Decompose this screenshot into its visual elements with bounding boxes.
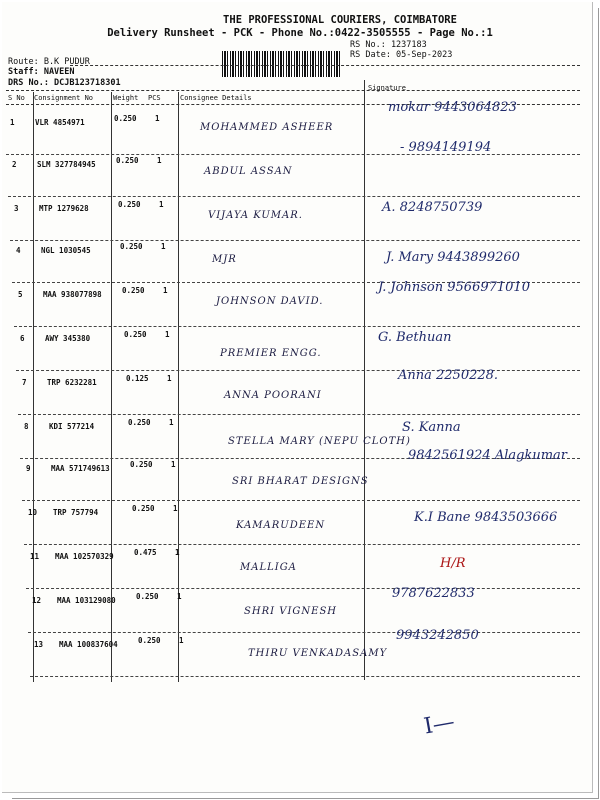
row-weight: 0.250: [118, 200, 141, 209]
row-consignment-no: TRP 757794: [53, 508, 99, 517]
row-consignment-no: TRP 6232281: [47, 378, 97, 387]
row-pcs: 1: [161, 242, 166, 251]
col-weight: Weight: [113, 94, 139, 102]
row-weight: 0.250: [136, 592, 159, 601]
table-top-border: [6, 90, 580, 91]
row-consignee-name: SHRI VIGNESH: [244, 606, 338, 617]
row-sno: 6: [20, 334, 25, 343]
row-divider: [10, 240, 580, 241]
row-weight: 0.250: [116, 156, 139, 165]
row-consignee-name: VIJAYA KUMAR.: [208, 210, 303, 221]
row-pcs: 1: [155, 114, 160, 123]
row-consignee-name: SRI BHARAT DESIGNS: [232, 476, 369, 487]
company-title: THE PROFESSIONAL COURIERS, COIMBATORE: [223, 14, 457, 26]
row-consignee-name: STELLA MARY (NEPU CLOTH): [228, 436, 411, 447]
row-pcs: 1: [163, 286, 168, 295]
drs-number: DRS No.: DCJB123718301: [8, 78, 121, 88]
row-weight: 0.250: [130, 460, 153, 469]
row-signature: A. 8248750739: [382, 200, 483, 215]
row-pcs: 1: [179, 636, 184, 645]
row-sno: 11: [30, 552, 40, 561]
row-sno: 7: [22, 378, 27, 387]
row-consignee-name: MOHAMMED ASHEER: [200, 122, 334, 133]
col-signature: Signature: [368, 84, 406, 92]
row-sno: 1: [10, 118, 15, 127]
row-sno: 5: [18, 290, 23, 299]
row-pcs: 1: [167, 374, 172, 383]
row-sno: 8: [24, 422, 29, 431]
col-consignment: Consignment No: [34, 94, 94, 102]
rs-number: RS No.: 1237183: [350, 40, 427, 50]
row-weight: 0.125: [126, 374, 149, 383]
row-pcs: 1: [175, 548, 180, 557]
row-signature: S. Kanna: [402, 420, 461, 435]
row-weight: 0.250: [132, 504, 155, 513]
row-signature: J. Mary 9443899260: [386, 250, 520, 265]
row-consignment-no: KDI 577214: [49, 422, 95, 431]
row-sno: 9: [26, 464, 31, 473]
runsheet-title: Delivery Runsheet - PCK - Phone No.:0422-3505555 - Page No.:1: [107, 27, 493, 39]
col-pcs: PCS: [148, 94, 161, 102]
row-consignment-no: MAA 103129080: [57, 596, 116, 605]
col-divider: [33, 92, 34, 682]
row-consignment-no: MAA 100837604: [59, 640, 118, 649]
row-consignee-name: ABDUL ASSAN: [204, 166, 293, 177]
row-consignment-no: MTP 1279628: [39, 204, 89, 213]
row-consignee-name: MJR: [212, 254, 237, 265]
row-signature: 9943242850: [396, 628, 479, 643]
row-pcs: 1: [171, 460, 176, 469]
row-weight: 0.250: [128, 418, 151, 427]
row-consignee-name: JOHNSON DAVID.: [216, 296, 324, 307]
row-consignment-no: MAA 571749613: [51, 464, 110, 473]
row-pcs: 1: [165, 330, 170, 339]
row-consignee-name: PREMIER ENGG.: [220, 348, 322, 359]
row-pcs: 1: [159, 200, 164, 209]
header-divider: [70, 65, 580, 66]
row-divider: [8, 196, 580, 197]
row-divider: [30, 676, 580, 677]
col-divider: [111, 92, 112, 682]
row-consignment-no: AWY 345380: [45, 334, 91, 343]
row-weight: 0.250: [120, 242, 143, 251]
row-sno: 3: [14, 204, 19, 213]
row-divider: [24, 544, 580, 545]
row-pcs: 1: [157, 156, 162, 165]
row-pcs: 1: [177, 592, 182, 601]
col-sno: S No: [8, 94, 25, 102]
row-weight: 0.250: [124, 330, 147, 339]
row-divider: [6, 154, 580, 155]
row-consignment-no: MAA 102570329: [55, 552, 114, 561]
row-divider: [28, 632, 580, 633]
row-consignee-name: KAMARUDEEN: [236, 520, 326, 531]
row-consignee-name: ANNA POORANI: [224, 390, 322, 401]
row-divider: [14, 326, 580, 327]
row-consignment-no: SLM 327784945: [37, 160, 96, 169]
row-divider: [18, 414, 580, 415]
row-weight: 0.250: [114, 114, 137, 123]
row-signature: J. Johnson 9566971010: [378, 280, 530, 295]
row-sno: 10: [28, 508, 38, 517]
row-signature: mokar 9443064823: [388, 100, 517, 115]
barcode: [222, 51, 340, 77]
row-consignee-name: THIRU VENKADASAMY: [248, 648, 388, 659]
row-signature: Anna 2250228.: [398, 368, 499, 383]
row-signature: - 9894149194: [400, 140, 492, 155]
col-divider: [364, 80, 365, 680]
col-consignee: Consignee Details: [180, 94, 252, 102]
row-consignment-no: MAA 938077898: [43, 290, 102, 299]
row-weight: 0.475: [134, 548, 157, 557]
row-sno: 2: [12, 160, 17, 169]
row-sno: 12: [32, 596, 42, 605]
row-pcs: 1: [169, 418, 174, 427]
row-consignment-no: NGL 1030545: [41, 246, 91, 255]
row-signature: 9787622833: [392, 586, 475, 601]
row-weight: 0.250: [122, 286, 145, 295]
row-signature: H/R: [440, 556, 466, 571]
rs-date: RS Date: 05-Sep-2023: [350, 50, 453, 60]
row-weight: 0.250: [138, 636, 161, 645]
row-consignee-name: MALLIGA: [240, 562, 297, 573]
row-divider: [22, 500, 580, 501]
row-signature: 9842561924 Alagkumar: [408, 448, 568, 463]
row-sno: 13: [34, 640, 44, 649]
row-pcs: 1: [173, 504, 178, 513]
route-label: Route: B.K PUDUR: [8, 57, 90, 67]
row-sno: 4: [16, 246, 21, 255]
row-signature: K.I Bane 9843503666: [414, 510, 558, 525]
row-signature: G. Bethuan: [378, 330, 452, 345]
footer-mark: I—: [422, 709, 457, 740]
row-divider: [26, 588, 580, 589]
row-consignment-no: VLR 4854971: [35, 118, 85, 127]
staff-label: Staff: NAVEEN: [8, 67, 75, 77]
